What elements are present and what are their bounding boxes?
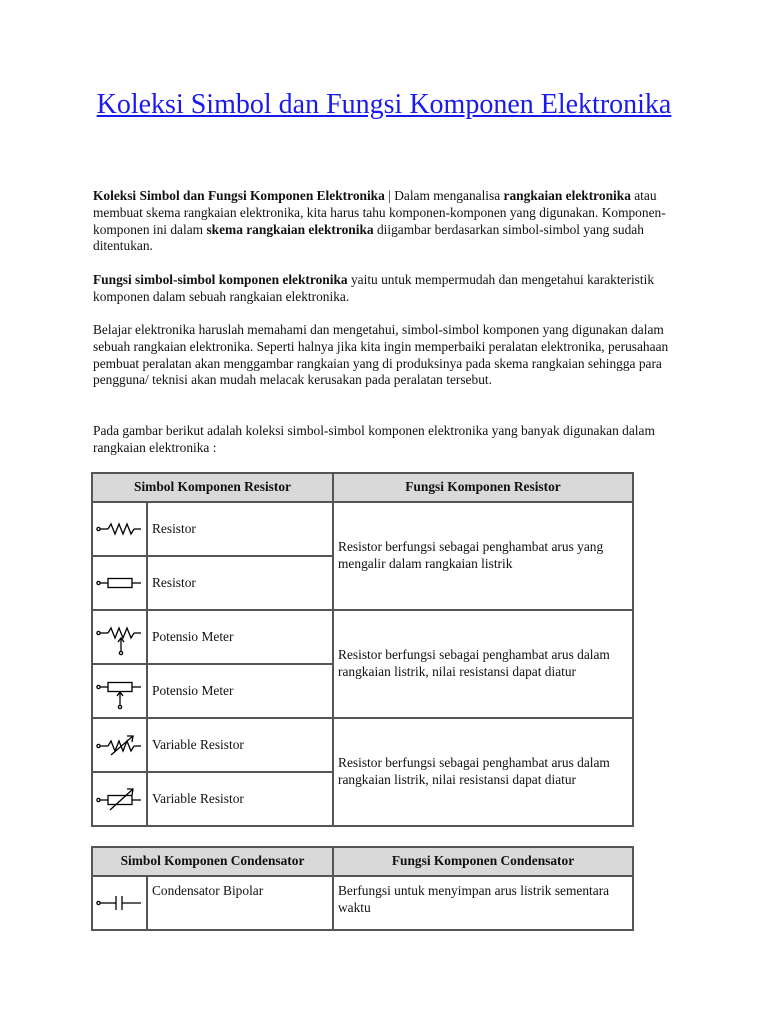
symbol-name: Potensio Meter — [152, 683, 234, 698]
function-text: Berfungsi untuk menyimpan arus listrik sementara waktu — [338, 883, 610, 915]
symbol-cell — [92, 664, 147, 718]
symbol-cell — [92, 610, 147, 664]
condensator-table-header — [92, 847, 633, 876]
function-text: Resistor berfungsi sebagai penghambat arus yang mengalir dalam rangkaian listrik — [338, 539, 604, 571]
function-paragraph — [93, 272, 673, 306]
symbol-name-cell — [147, 556, 333, 610]
function-text: Resistor berfungsi sebagai penghambat arus dalam rangkaian listrik, nilai resistansi dapat diatur — [338, 755, 610, 787]
function-text: Resistor berfungsi sebagai penghambat arus dalam rangkaian listrik, nilai resistansi dapat diatur — [338, 647, 610, 679]
potentiometer-box-icon — [93, 665, 147, 717]
figure-intro-paragraph: Pada gambar berikut adalah koleksi simbol-simbol komponen elektronika yang banyak digunakan dalam rangkaian elektronika : — [93, 423, 655, 455]
resistor-symbol-header: Simbol Komponen Resistor — [92, 473, 333, 502]
resistor-box-icon — [93, 557, 147, 609]
symbol-name: Potensio Meter — [152, 629, 234, 644]
symbol-name: Variable Resistor — [152, 791, 244, 806]
symbol-name-cell — [147, 718, 333, 772]
intro-paragraph — [93, 188, 673, 255]
resistor-function-header: Fungsi Komponen Resistor — [333, 473, 633, 502]
intro-sep: | Dalam menganalisa — [384, 188, 504, 203]
function-cell — [333, 718, 633, 826]
condensator-function-header: Fungsi Komponen Condensator — [333, 847, 633, 876]
function-cell — [333, 610, 633, 718]
intro-text1: atau membuat skema rangkaian elektronika, kita harus tahu komponen-komponen yang digunakan. Komponen-komponen ini dalam — [93, 188, 666, 237]
symbol-name: Condensator Bipolar — [152, 883, 264, 898]
symbol-name: Resistor — [152, 575, 196, 590]
symbol-name-cell — [147, 502, 333, 556]
function-text: yaitu untuk mempermudah dan mengetahui karakteristik komponen dalam sebuah rangkaian elektronika. — [93, 272, 655, 304]
symbol-cell — [92, 772, 147, 826]
symbol-cell — [92, 876, 147, 930]
symbol-name: Resistor — [152, 521, 196, 536]
function-cell — [333, 876, 633, 930]
resistor-table-header — [92, 473, 633, 502]
symbol-name-cell — [147, 664, 333, 718]
intro-bold-lead: Koleksi Simbol dan Fungsi Komponen Elektronika — [93, 188, 385, 203]
table-row — [92, 610, 633, 664]
table-row — [92, 876, 633, 930]
resistor-table — [91, 472, 634, 827]
symbol-cell — [92, 718, 147, 772]
resistor-zigzag-icon — [93, 503, 147, 555]
symbol-name-cell — [147, 876, 333, 930]
table-row — [92, 502, 633, 556]
symbol-name-cell — [147, 772, 333, 826]
table-row — [92, 718, 633, 772]
variable-resistor-box-icon — [93, 773, 147, 825]
learning-paragraph: Belajar elektronika haruslah memahami dan mengetahui, simbol-simbol komponen yang digunakan dalam sebuah rangkaian elektronika. Seperti halnya jika kita ingin memperbaiki peralatan elektronika, perusahaan pembuat peralatan akan menggambar rangkaian yang di produksinya pada skema rangkaian sehingga para pengguna/ teknisi akan mudah melacak kerusakan pada peralatan tersebut. — [93, 322, 669, 388]
symbol-name: Variable Resistor — [152, 737, 244, 752]
intro-text2: diigambar berdasarkan simbol-simbol yang sudah ditentukan. — [93, 221, 644, 254]
symbol-cell — [92, 556, 147, 610]
potentiometer-zigzag-icon — [93, 611, 147, 663]
variable-resistor-zigzag-icon — [93, 719, 147, 771]
condensator-symbol-header: Simbol Komponen Condensator — [92, 847, 333, 876]
symbol-name-cell — [147, 610, 333, 664]
intro-bold-skema: skema rangkaian elektronika — [206, 221, 374, 237]
page-title[interactable] — [0, 88, 768, 121]
function-cell — [333, 502, 633, 610]
condensator-table — [91, 846, 634, 931]
intro-bold-rangkaian: rangkaian elektronika — [503, 188, 631, 203]
function-bold: Fungsi simbol-simbol komponen elektronika — [93, 272, 348, 287]
capacitor-bipolar-icon — [93, 877, 147, 929]
symbol-cell — [92, 502, 147, 556]
title-link[interactable]: Koleksi Simbol dan Fungsi Komponen Elektronika — [96, 89, 672, 120]
